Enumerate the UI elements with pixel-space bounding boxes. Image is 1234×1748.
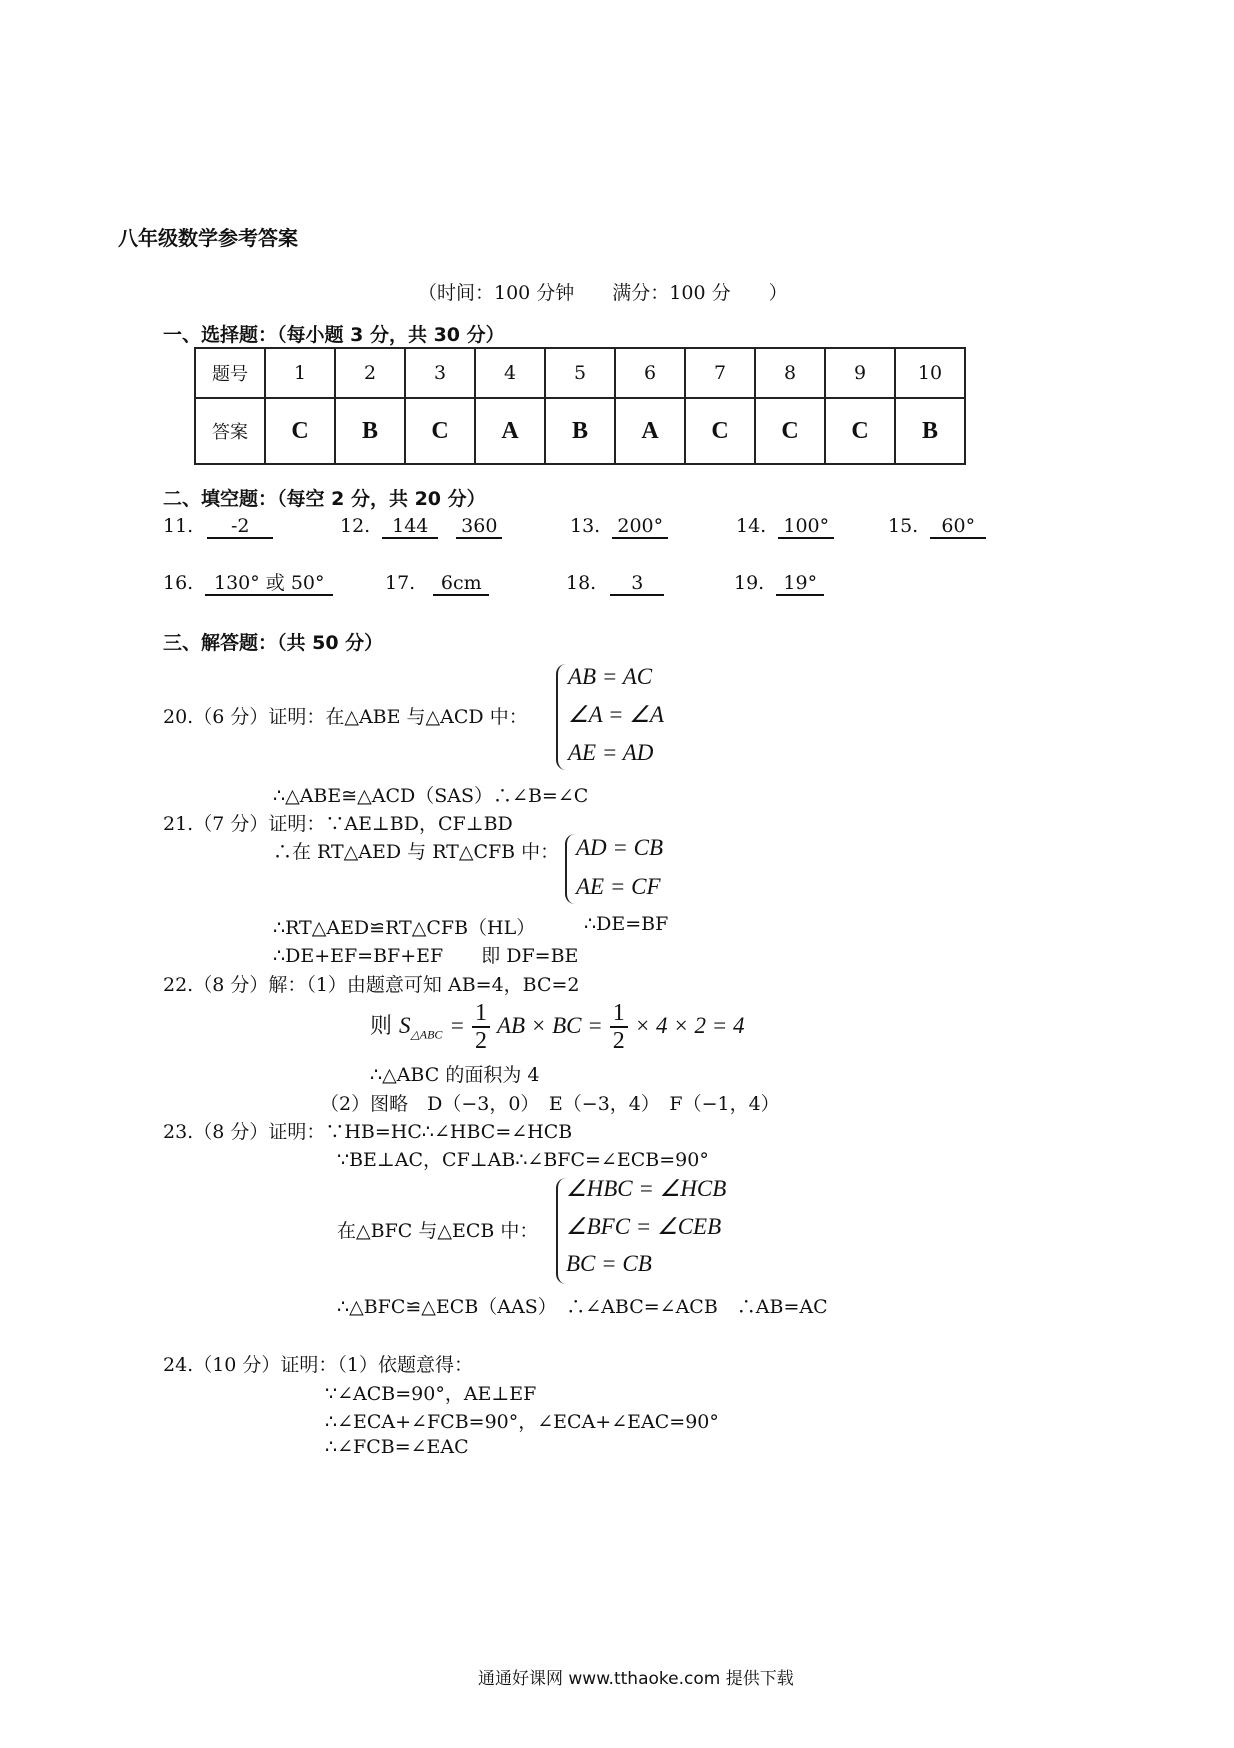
section1-heading: 一、选择题：（每小题 3 分，共 30 分） <box>163 324 505 346</box>
fill-item-13 <box>570 515 668 539</box>
fill-answer: 130° 或 50° <box>205 572 333 596</box>
q21-line4: ∴DE+EF=BF+EF 即 DF=BE <box>273 945 579 967</box>
question-number: 6 <box>615 348 685 398</box>
choice-answer: C <box>825 398 895 464</box>
q23-line2: ∵BE⊥AC，CF⊥AB∴∠BFC=∠ECB=90° <box>337 1149 709 1171</box>
item-number: 18. <box>566 572 597 594</box>
fill-answer: 60° <box>930 515 986 539</box>
item-number: 11. <box>163 515 194 537</box>
question-number: 1 <box>265 348 335 398</box>
choice-answer: B <box>545 398 615 464</box>
q23-eq3: BC = CB <box>566 1251 652 1276</box>
q23-line3: 在△BFC 与△ECB 中： <box>337 1220 539 1242</box>
choice-answer: B <box>895 398 965 464</box>
q21-eq1: AD = CB <box>576 835 664 860</box>
choice-answer: A <box>615 398 685 464</box>
fill-answer: 3 <box>610 572 664 596</box>
q24-line1: 24.（10 分）证明：（1）依题意得： <box>163 1354 474 1376</box>
question-number: 4 <box>475 348 545 398</box>
question-number: 8 <box>755 348 825 398</box>
fill-answer: 360 <box>456 515 502 539</box>
fill-item-11 <box>163 515 273 539</box>
q21-line3b: ∴DE=BF <box>584 913 669 935</box>
q24-line3: ∴∠ECA+∠FCB=90°，∠ECA+∠EAC=90° <box>325 1411 719 1433</box>
document-title: 八年级数学参考答案 <box>118 226 298 250</box>
q23-line1: 23.（8 分）证明：∵HB=HC∴∠HBC=∠HCB <box>163 1121 573 1143</box>
fraction-half: $\frac{1}{2}$ <box>610 1000 628 1054</box>
q22-line3: ∴△ABC 的面积为 4 <box>370 1064 540 1086</box>
row-label-answer: 答案 <box>195 398 265 464</box>
question-number: 9 <box>825 348 895 398</box>
answer-table <box>194 347 966 465</box>
q21-eq2: AE = CF <box>576 874 661 899</box>
choice-answer: C <box>265 398 335 464</box>
q23-line4: ∴△BFC≌△ECB（AAS） ∴∠ABC=∠ACB ∴AB=AC <box>337 1296 828 1318</box>
fill-answer: -2 <box>207 515 273 539</box>
fill-item-19 <box>734 572 824 596</box>
item-number: 14. <box>736 515 767 537</box>
item-number: 15. <box>888 515 919 537</box>
choice-answer: C <box>405 398 475 464</box>
section3-heading: 三、解答题：（共 50 分） <box>163 632 384 654</box>
choice-answer: B <box>335 398 405 464</box>
q23-eq2: ∠BFC = ∠CEB <box>566 1214 722 1239</box>
question-number: 7 <box>685 348 755 398</box>
question-number: 10 <box>895 348 965 398</box>
q20-eq1: AB = AC <box>568 664 653 689</box>
formula-area: $S_{\triangle ABC}$ <box>399 1013 443 1042</box>
fill-answer: 6cm <box>433 572 489 596</box>
fill-answer: 200° <box>612 515 668 539</box>
fill-item-18 <box>566 572 664 596</box>
q20-brace <box>556 664 568 770</box>
fill-item-17 <box>385 572 489 596</box>
fill-item-12 <box>340 515 502 539</box>
row-label-number: 题号 <box>195 348 265 398</box>
item-number: 13. <box>570 515 601 537</box>
number-row <box>195 348 965 398</box>
fill-answer: 19° <box>776 572 824 596</box>
q21-line1: 21.（7 分）证明：∵AE⊥BD，CF⊥BD <box>163 813 513 835</box>
question-number: 2 <box>335 348 405 398</box>
fill-answer: 144 <box>382 515 438 539</box>
fill-item-14 <box>736 515 834 539</box>
choice-answer: C <box>685 398 755 464</box>
choice-answer: C <box>755 398 825 464</box>
q20-intro: 20.（6 分）证明：在△ABE 与△ACD 中： <box>163 706 528 728</box>
item-number: 12. <box>340 515 371 537</box>
formula-prefix: 则 <box>370 1014 393 1039</box>
question-number: 5 <box>545 348 615 398</box>
q22-formula: 则 $S_{\triangle ABC}$ = $\frac{1}{2}$ AB × BC = $\frac{1}{2}$ × 4 × 2 = 4 <box>370 1000 745 1054</box>
fill-answer: 100° <box>778 515 834 539</box>
document-subtitle: （时间：100 分钟 满分：100 分 ） <box>418 282 788 304</box>
fill-item-16 <box>163 572 333 596</box>
q24-line4: ∴∠FCB=∠EAC <box>325 1436 469 1458</box>
section2-heading: 二、填空题：（每空 2 分，共 20 分） <box>163 488 486 510</box>
q22-line4: （2）图略 D（−3，0） E（−3，4） F（−1，4） <box>320 1093 780 1115</box>
item-number: 17. <box>385 572 416 594</box>
item-number: 16. <box>163 572 194 594</box>
item-number: 19. <box>734 572 765 594</box>
q21-line3a: ∴RT△AED≌RT△CFB（HL） <box>273 917 536 939</box>
q22-line1: 22.（8 分）解：（1）由题意可知 AB=4，BC=2 <box>163 974 580 996</box>
fraction-half: $\frac{1}{2}$ <box>472 1000 490 1054</box>
q20-eq2: ∠A = ∠A <box>568 702 664 727</box>
question-number: 3 <box>405 348 475 398</box>
q20-conclusion: ∴△ABE≅△ACD（SAS）∴∠B=∠C <box>273 785 589 807</box>
q23-eq1: ∠HBC = ∠HCB <box>566 1176 727 1201</box>
q20-eq3: AE = AD <box>568 740 654 765</box>
page-footer: 通通好课网 www.tthaoke.com 提供下载 <box>478 1669 794 1689</box>
answer-row <box>195 398 965 464</box>
q24-line2: ∵∠ACB=90°，AE⊥EF <box>325 1383 537 1405</box>
q21-line2: ∴在 RT△AED 与 RT△CFB 中： <box>273 841 560 863</box>
fill-item-15 <box>888 515 986 539</box>
choice-answer: A <box>475 398 545 464</box>
